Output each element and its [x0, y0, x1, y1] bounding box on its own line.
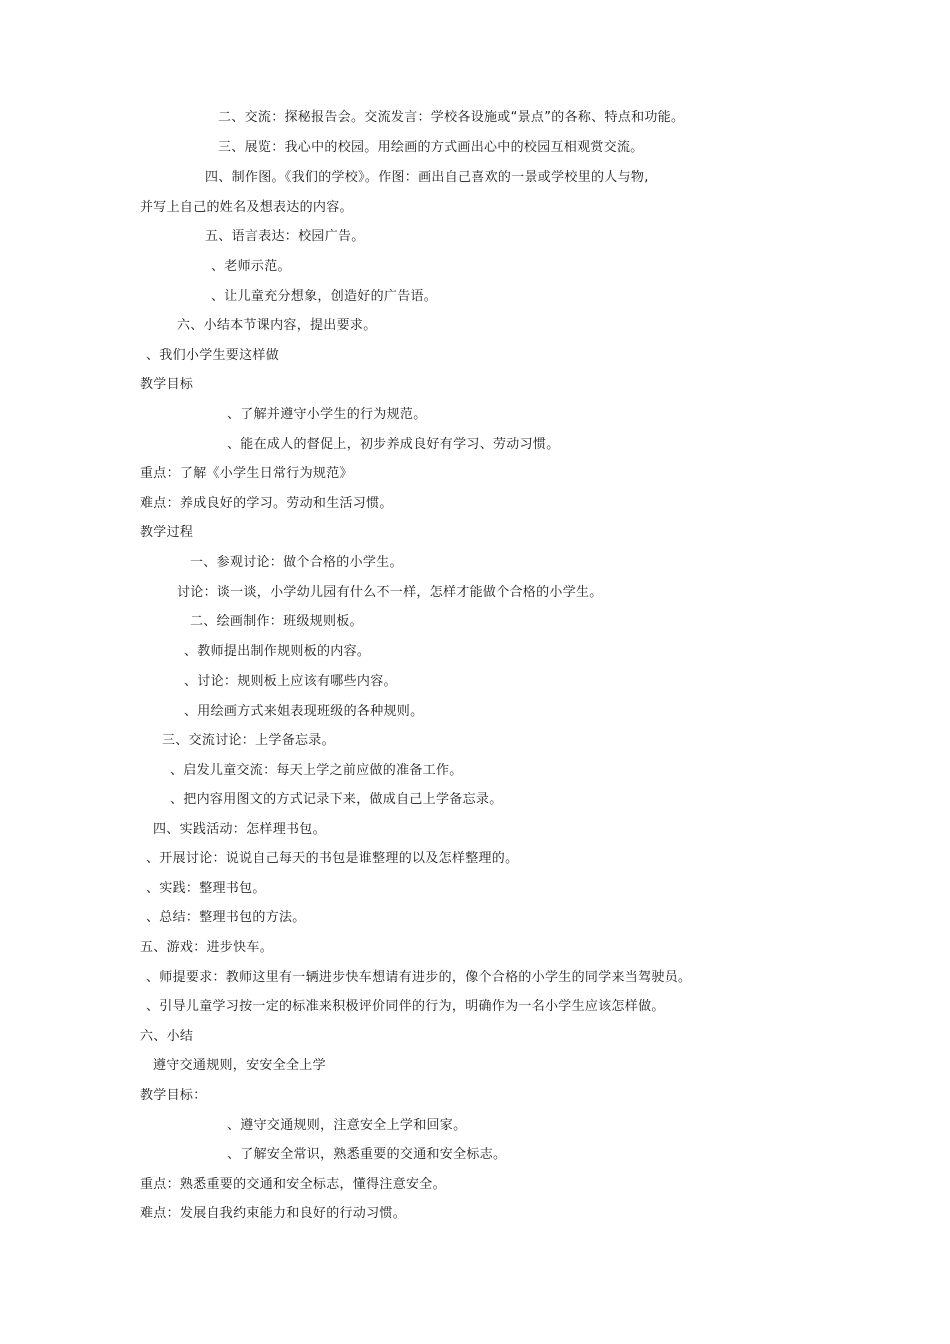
text-line-7: 、让儿童充分想象，创造好的广告语。 — [211, 289, 438, 304]
text-line-36: 、了解安全常识，熟悉重要的交通和安全标志。 — [227, 1147, 507, 1162]
text-line-24: 、把内容用图文的方式记录下来，做成自己上学备忘录。 — [170, 792, 503, 807]
text-line-11: 、了解并遵守小学生的行为规范。 — [227, 407, 427, 422]
text-line-25: 四、实践活动：怎样理书包。 — [153, 822, 326, 837]
text-line-13: 重点：了解《小学生日常行为规范》 — [140, 466, 353, 481]
text-line-34: 教学目标： — [140, 1088, 207, 1103]
text-line-33: 遵守交通规则，安安全全上学 — [153, 1058, 326, 1073]
text-line-22: 三、交流讨论：上学备忘录。 — [162, 733, 335, 748]
text-line-32: 六、小结 — [140, 1029, 194, 1044]
text-line-27: 、实践：整理书包。 — [146, 881, 266, 896]
text-line-2: 三、展览：我心中的校园。用绘画的方式画出心中的校园互相观赏交流。 — [218, 140, 644, 155]
text-line-19: 、教师提出制作规则板的内容。 — [184, 644, 371, 659]
text-line-6: 、老师示范。 — [211, 259, 291, 274]
text-line-16: 一、参观讨论：做个合格的小学生。 — [190, 555, 403, 570]
text-line-5: 五、语言表达：校园广告。 — [205, 229, 365, 244]
text-line-29: 五、游戏：进步快车。 — [140, 940, 274, 955]
text-line-17: 讨论：谈一谈，小学幼儿园有什么不一样，怎样才能做个合格的小学生。 — [177, 585, 603, 600]
text-line-8: 六、小结本节课内容，提出要求。 — [177, 318, 377, 333]
text-line-12: 、能在成人的督促上，初步养成良好有学习、劳动习惯。 — [227, 437, 560, 452]
text-line-21: 、用绘画方式来姐表现班级的各种规则。 — [184, 704, 424, 719]
text-line-9: 、我们小学生要这样做 — [146, 348, 280, 363]
text-line-4: 并写上自己的姓名及想表达的内容。 — [140, 200, 353, 215]
text-line-3: 四、制作图。《我们的学校》。作图：画出自己喜欢的一景或学校里的人与物, — [205, 170, 649, 185]
text-line-28: 、总结：整理书包的方法。 — [146, 910, 306, 925]
text-line-35: 、遵守交通规则，注意安全上学和回家。 — [227, 1118, 467, 1133]
text-line-23: 、启发儿童交流：每天上学之前应做的准备工作。 — [170, 763, 463, 778]
text-line-30: 、师提要求：教师这里有一辆进步快车想请有进步的，像个合格的小学生的同学来当驾驶员。 — [146, 970, 692, 985]
text-line-37: 重点：熟悉重要的交通和安全标志，懂得注意安全。 — [140, 1177, 446, 1192]
text-line-31: 、引导儿童学习按一定的标准来积极评价同伴的行为，明确作为一名小学生应该怎样做。 — [146, 999, 665, 1014]
text-line-20: 、讨论：规则板上应该有哪些内容。 — [184, 674, 397, 689]
text-line-18: 二、绘画制作：班级规则板。 — [190, 614, 363, 629]
text-line-1: 二、交流：探秘报告会。交流发言：学校各设施或“景点”的各称、特点和功能。 — [218, 110, 685, 125]
text-line-38: 难点：发展自我约束能力和良好的行动习惯。 — [140, 1206, 407, 1221]
text-line-10: 教学目标 — [140, 377, 194, 392]
text-line-26: 、开展讨论：说说自己每天的书包是谁整理的以及怎样整理的。 — [146, 851, 519, 866]
text-line-14: 难点：养成良好的学习。劳动和生活习惯。 — [140, 496, 393, 511]
text-line-15: 教学过程 — [140, 525, 194, 540]
